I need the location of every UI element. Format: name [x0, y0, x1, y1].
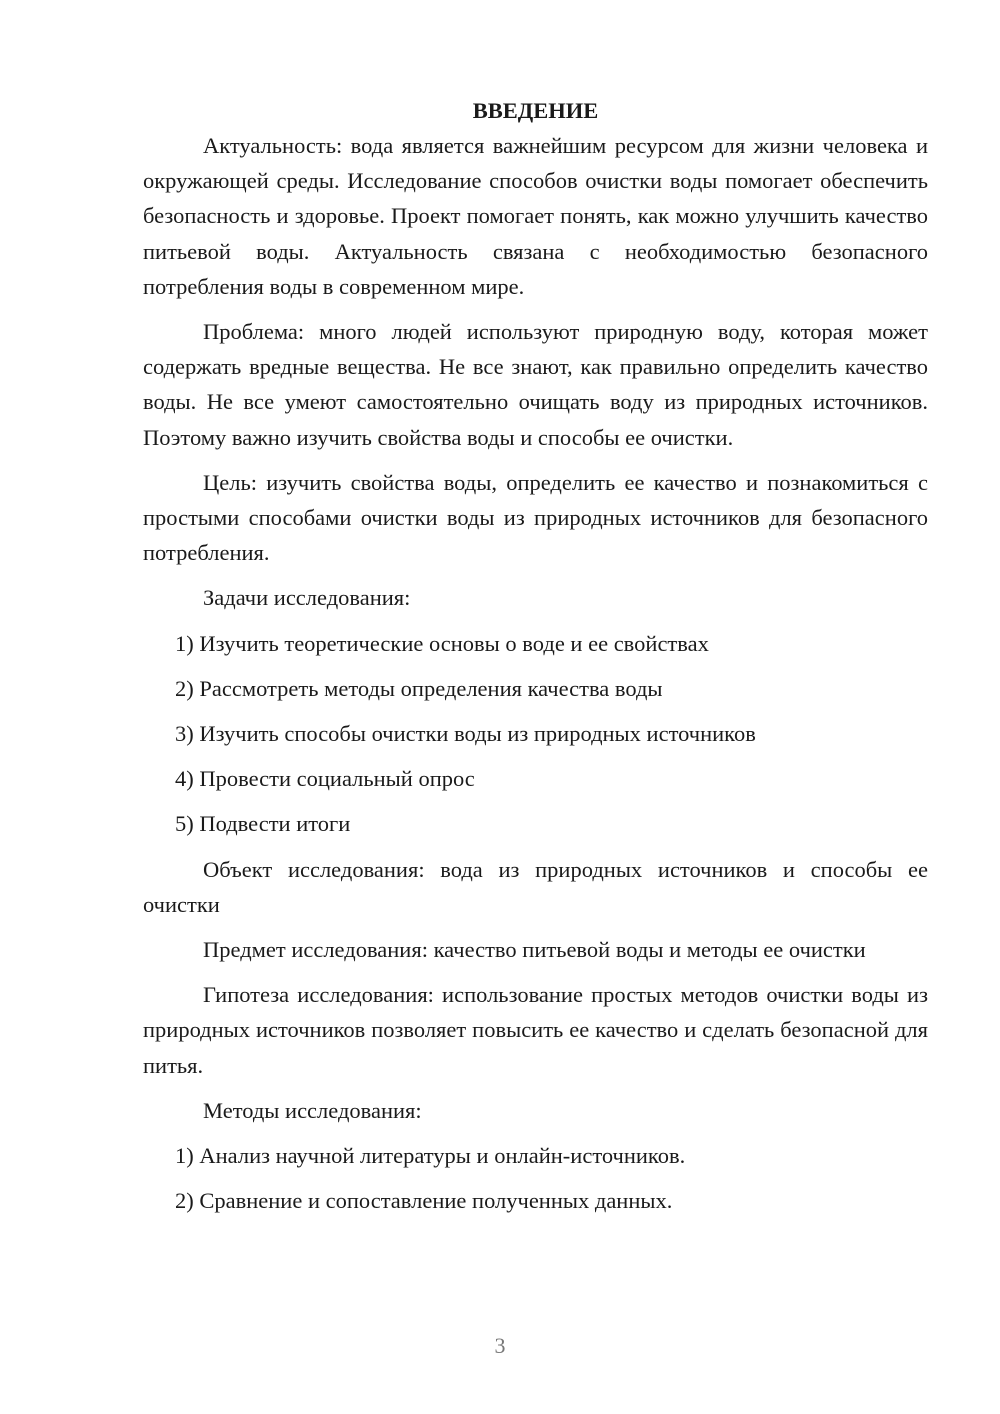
task-item-3: 3) Изучить способы очистки воды из природных источников — [175, 721, 756, 747]
tasks-heading: Задачи исследования: — [203, 585, 411, 611]
task-item-2: 2) Рассмотреть методы определения качества воды — [175, 675, 663, 701]
goal-paragraph: Цель: изучить свойства воды, определить ее качество и познакомиться с простыми способами очистки воды из природных источников для безопасного потребления. — [143, 469, 928, 566]
methods-heading: Методы исследования: — [203, 1097, 422, 1123]
method-item-2: 2) Сравнение и сопоставление полученных данных. — [175, 1188, 673, 1214]
hypothesis-paragraph: Гипотеза исследования: использование простых методов очистки воды из природных источников позволяет повысить ее качество и сделать безопасной для питья. — [143, 982, 928, 1078]
page-title: ВВЕДЕНИЕ — [472, 98, 599, 123]
problem-paragraph: Проблема: много людей используют природную воду, которая может содержать вредные вещества. Не все знают, как правильно определить качество воды. Не все умеют самостоятельно очищать воду из природных источников. Поэтому важно изучить свойства воды и способы ее очистки. — [143, 319, 928, 450]
method-item-1: 1) Анализ научной литературы и онлайн-источников. — [175, 1143, 686, 1169]
task-item-4: 4) Провести социальный опрос — [175, 766, 475, 792]
object-paragraph: Объект исследования: вода из природных источников и способы ее очистки — [143, 856, 928, 917]
task-item-1: 1) Изучить теоретические основы о воде и ее свойствах — [175, 630, 709, 656]
document-page — [143, 93, 928, 1228]
task-item-5: 5) Подвести итоги — [175, 811, 351, 837]
relevance-paragraph: Актуальность: вода является важнейшим ресурсом для жизни человека и окружающей среды. Исследование способов очистки воды помогает обеспечить безопасность и здоровье. Проект помогает понять, как можно улучшить качество питьевой воды. Актуальность связана с необходимостью безопасного потребления воды в современном мире. — [143, 133, 928, 299]
subject-paragraph: Предмет исследования: качество питьевой воды и методы ее очистки — [203, 937, 866, 963]
page-number: 3 — [494, 1333, 506, 1358]
